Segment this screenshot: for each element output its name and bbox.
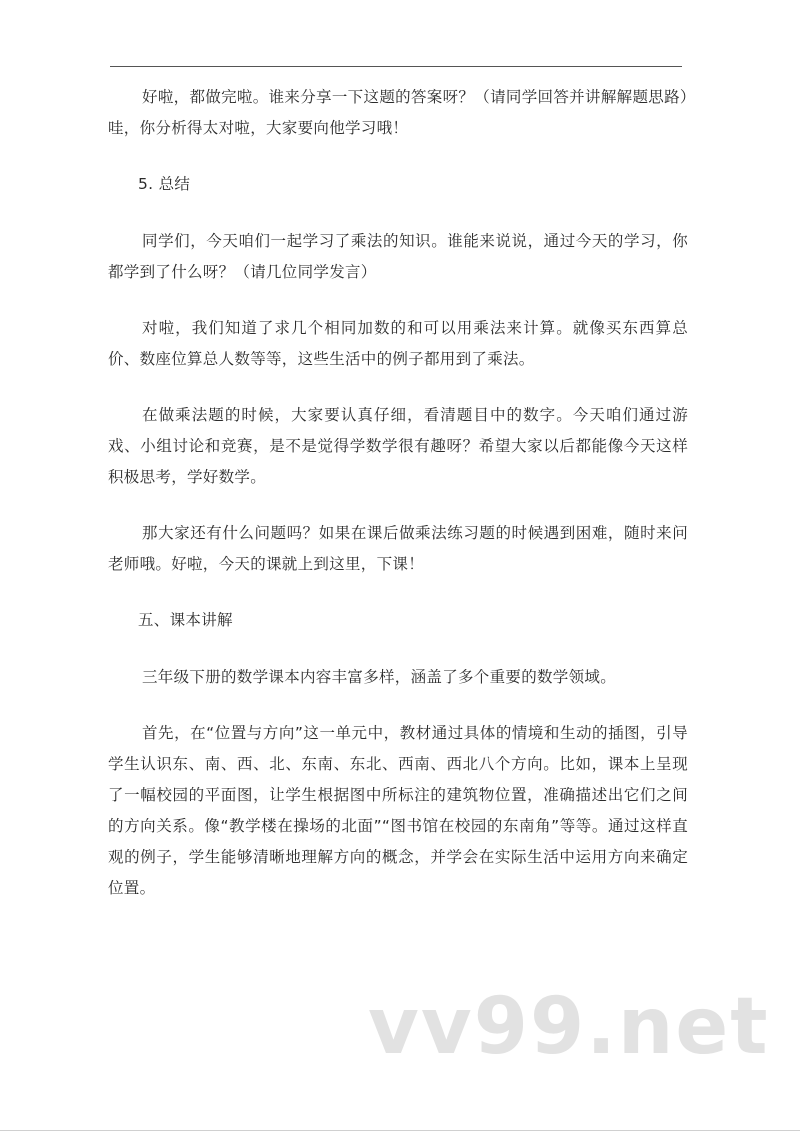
paragraph: 那大家还有什么问题吗？如果在课后做乘法练习题的时候遇到困难，随时来问老师哦。好啦，今天的课就上到这里，下课！: [108, 524, 688, 573]
paragraph: 三年级下册的数学课本内容丰富多样，涵盖了多个重要的数学领域。: [142, 668, 617, 686]
paragraph: 同学们，今天咱们一起学习了乘法的知识。谁能来说说，通过今天的学习，你都学到了什么呀？（请几位同学发言）: [108, 232, 688, 281]
paragraph: 首先，在“位置与方向”这一单元中，教材通过具体的情境和生动的插图，引导学生认识东、南、西、北、东南、东北、西南、西北八个方向。比如，课本上呈现了一幅校园的平面图，让学生根据图中所标注的建筑物位置，准确描述出它们之间的方向关系。像“教学楼在操场的北面”“图书馆在校园的东南角”等等。通过这样直观的例子，学生能够清晰地理解方向的概念，并学会在实际生活中运用方向来确定位置。: [108, 724, 688, 897]
section-heading: 5. 总结: [138, 175, 191, 193]
paragraph: 对啦，我们知道了求几个相同加数的和可以用乘法来计算。就像买东西算总价、数座位算总人数等等，这些生活中的例子都用到了乘法。: [108, 319, 688, 368]
watermark-text: vv99.net: [368, 982, 770, 1072]
paragraph: 在做乘法题的时候，大家要认真仔细，看清题目中的数字。今天咱们通过游戏、小组讨论和竞赛，是不是觉得学数学很有趣呀？希望大家以后都能像今天这样积极思考，学好数学。: [108, 406, 688, 486]
header-rule: [110, 66, 682, 67]
document-body: [108, 82, 688, 929]
paragraph: 好啦，都做完啦。谁来分享一下这题的答案呀？（请同学回答并讲解解题思路）哇，你分析得太对啦，大家要向他学习哦！: [108, 88, 688, 137]
page-bottom-edge: [0, 1130, 800, 1131]
section-heading: 五、课本讲解: [138, 611, 233, 629]
